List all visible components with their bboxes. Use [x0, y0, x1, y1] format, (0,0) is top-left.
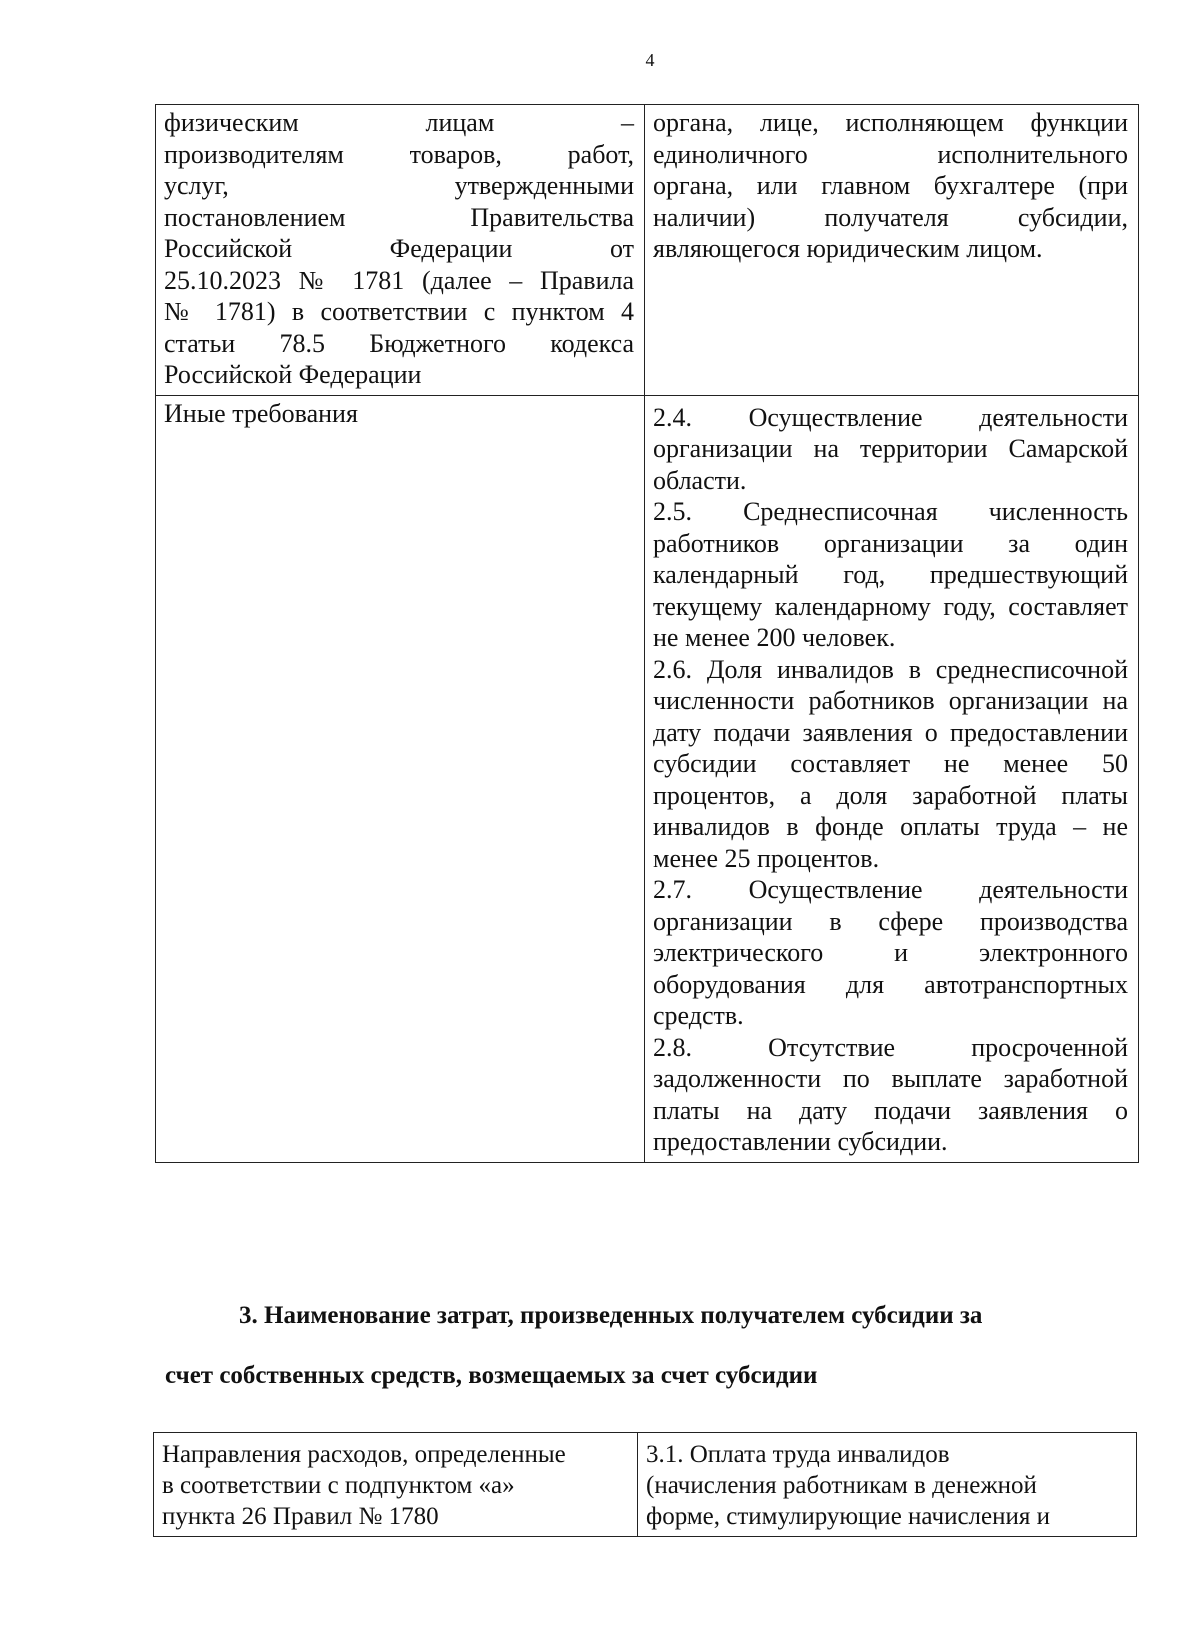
table-row — [156, 105, 1139, 396]
text-line: органа, лице, исполняющем функции — [653, 108, 1128, 137]
text-line: в соответствии с подпунктом «а» — [162, 1472, 515, 1499]
text-line: 3.1. Оплата труда инвалидов — [646, 1441, 950, 1468]
text-line: форме, стимулирующие начисления и — [646, 1503, 1051, 1530]
table-cell — [154, 1433, 638, 1537]
requirement-item: 2.8. Отсутствие просроченной задолженности по выплате заработной платы на дату подачи заявления о предоставлении субсидии. — [653, 1032, 1128, 1156]
text-line: (начисления работникам в денежной — [646, 1472, 1037, 1499]
text-line: № 1781) в соответствии с пунктом 4 — [164, 297, 634, 326]
text-line: 25.10.2023 № 1781 (далее – Правила — [164, 265, 634, 295]
table-cell — [156, 105, 645, 396]
table-row — [154, 1433, 1137, 1537]
requirement-item: 2.5. Среднесписочная численность работников организации за один календарный год, предшествующий текущему календарному году, составляет не менее 200 человек. — [653, 497, 1128, 652]
text-line: Российской Федерации от — [164, 234, 634, 263]
text-line: статьи 78.5 Бюджетного кодекса — [164, 328, 634, 358]
text-line: постановлением Правительства — [164, 202, 634, 232]
requirements-list — [645, 395, 1139, 1162]
text-line: являющегося юридическим лицом. — [653, 234, 1043, 263]
table-cell — [645, 105, 1139, 396]
page-number: 4 — [645, 50, 655, 70]
text-line: единоличного исполнительного — [653, 139, 1128, 169]
requirement-item: 2.6. Доля инвалидов в среднесписочной численности работников организации на дату подачи заявления о предоставлении субсидии составляет не менее 50 процентов, а доля заработной платы инвалидов в фонде оплаты труда – не менее 25 процентов. — [653, 654, 1128, 873]
text-line: Направления расходов, определенные — [162, 1441, 566, 1468]
text-line: Российской Федерации — [164, 360, 422, 389]
text-line: производителям товаров, работ, — [164, 139, 634, 169]
heading-line: 3. Наименование затрат, произведенных получателем субсидии за — [239, 1302, 983, 1329]
requirement-item: 2.4. Осуществление деятельности организации на территории Самарской области. — [653, 402, 1128, 495]
text-line: физическим лицам – — [164, 108, 634, 137]
table-cell — [638, 1433, 1137, 1537]
requirement-item: 2.7. Осуществление деятельности организации в сфере производства электрического и электронного оборудования для автотранспортных средств. — [653, 875, 1128, 1030]
text-line: органа, или главном бухгалтере (при — [653, 171, 1128, 200]
table-row — [156, 395, 1139, 1162]
text-line: наличии) получателя субсидии, — [653, 202, 1128, 232]
text-line: пункта 26 Правил № 1780 — [162, 1503, 439, 1530]
requirements-table — [155, 104, 1139, 1163]
text-line: услуг, утвержденными — [164, 171, 634, 200]
heading-line: счет собственных средств, возмещаемых за счет субсидии — [165, 1362, 818, 1389]
section-heading — [165, 1286, 1090, 1406]
row-label: Иные требования — [156, 395, 645, 1162]
expenses-table — [153, 1432, 1137, 1537]
